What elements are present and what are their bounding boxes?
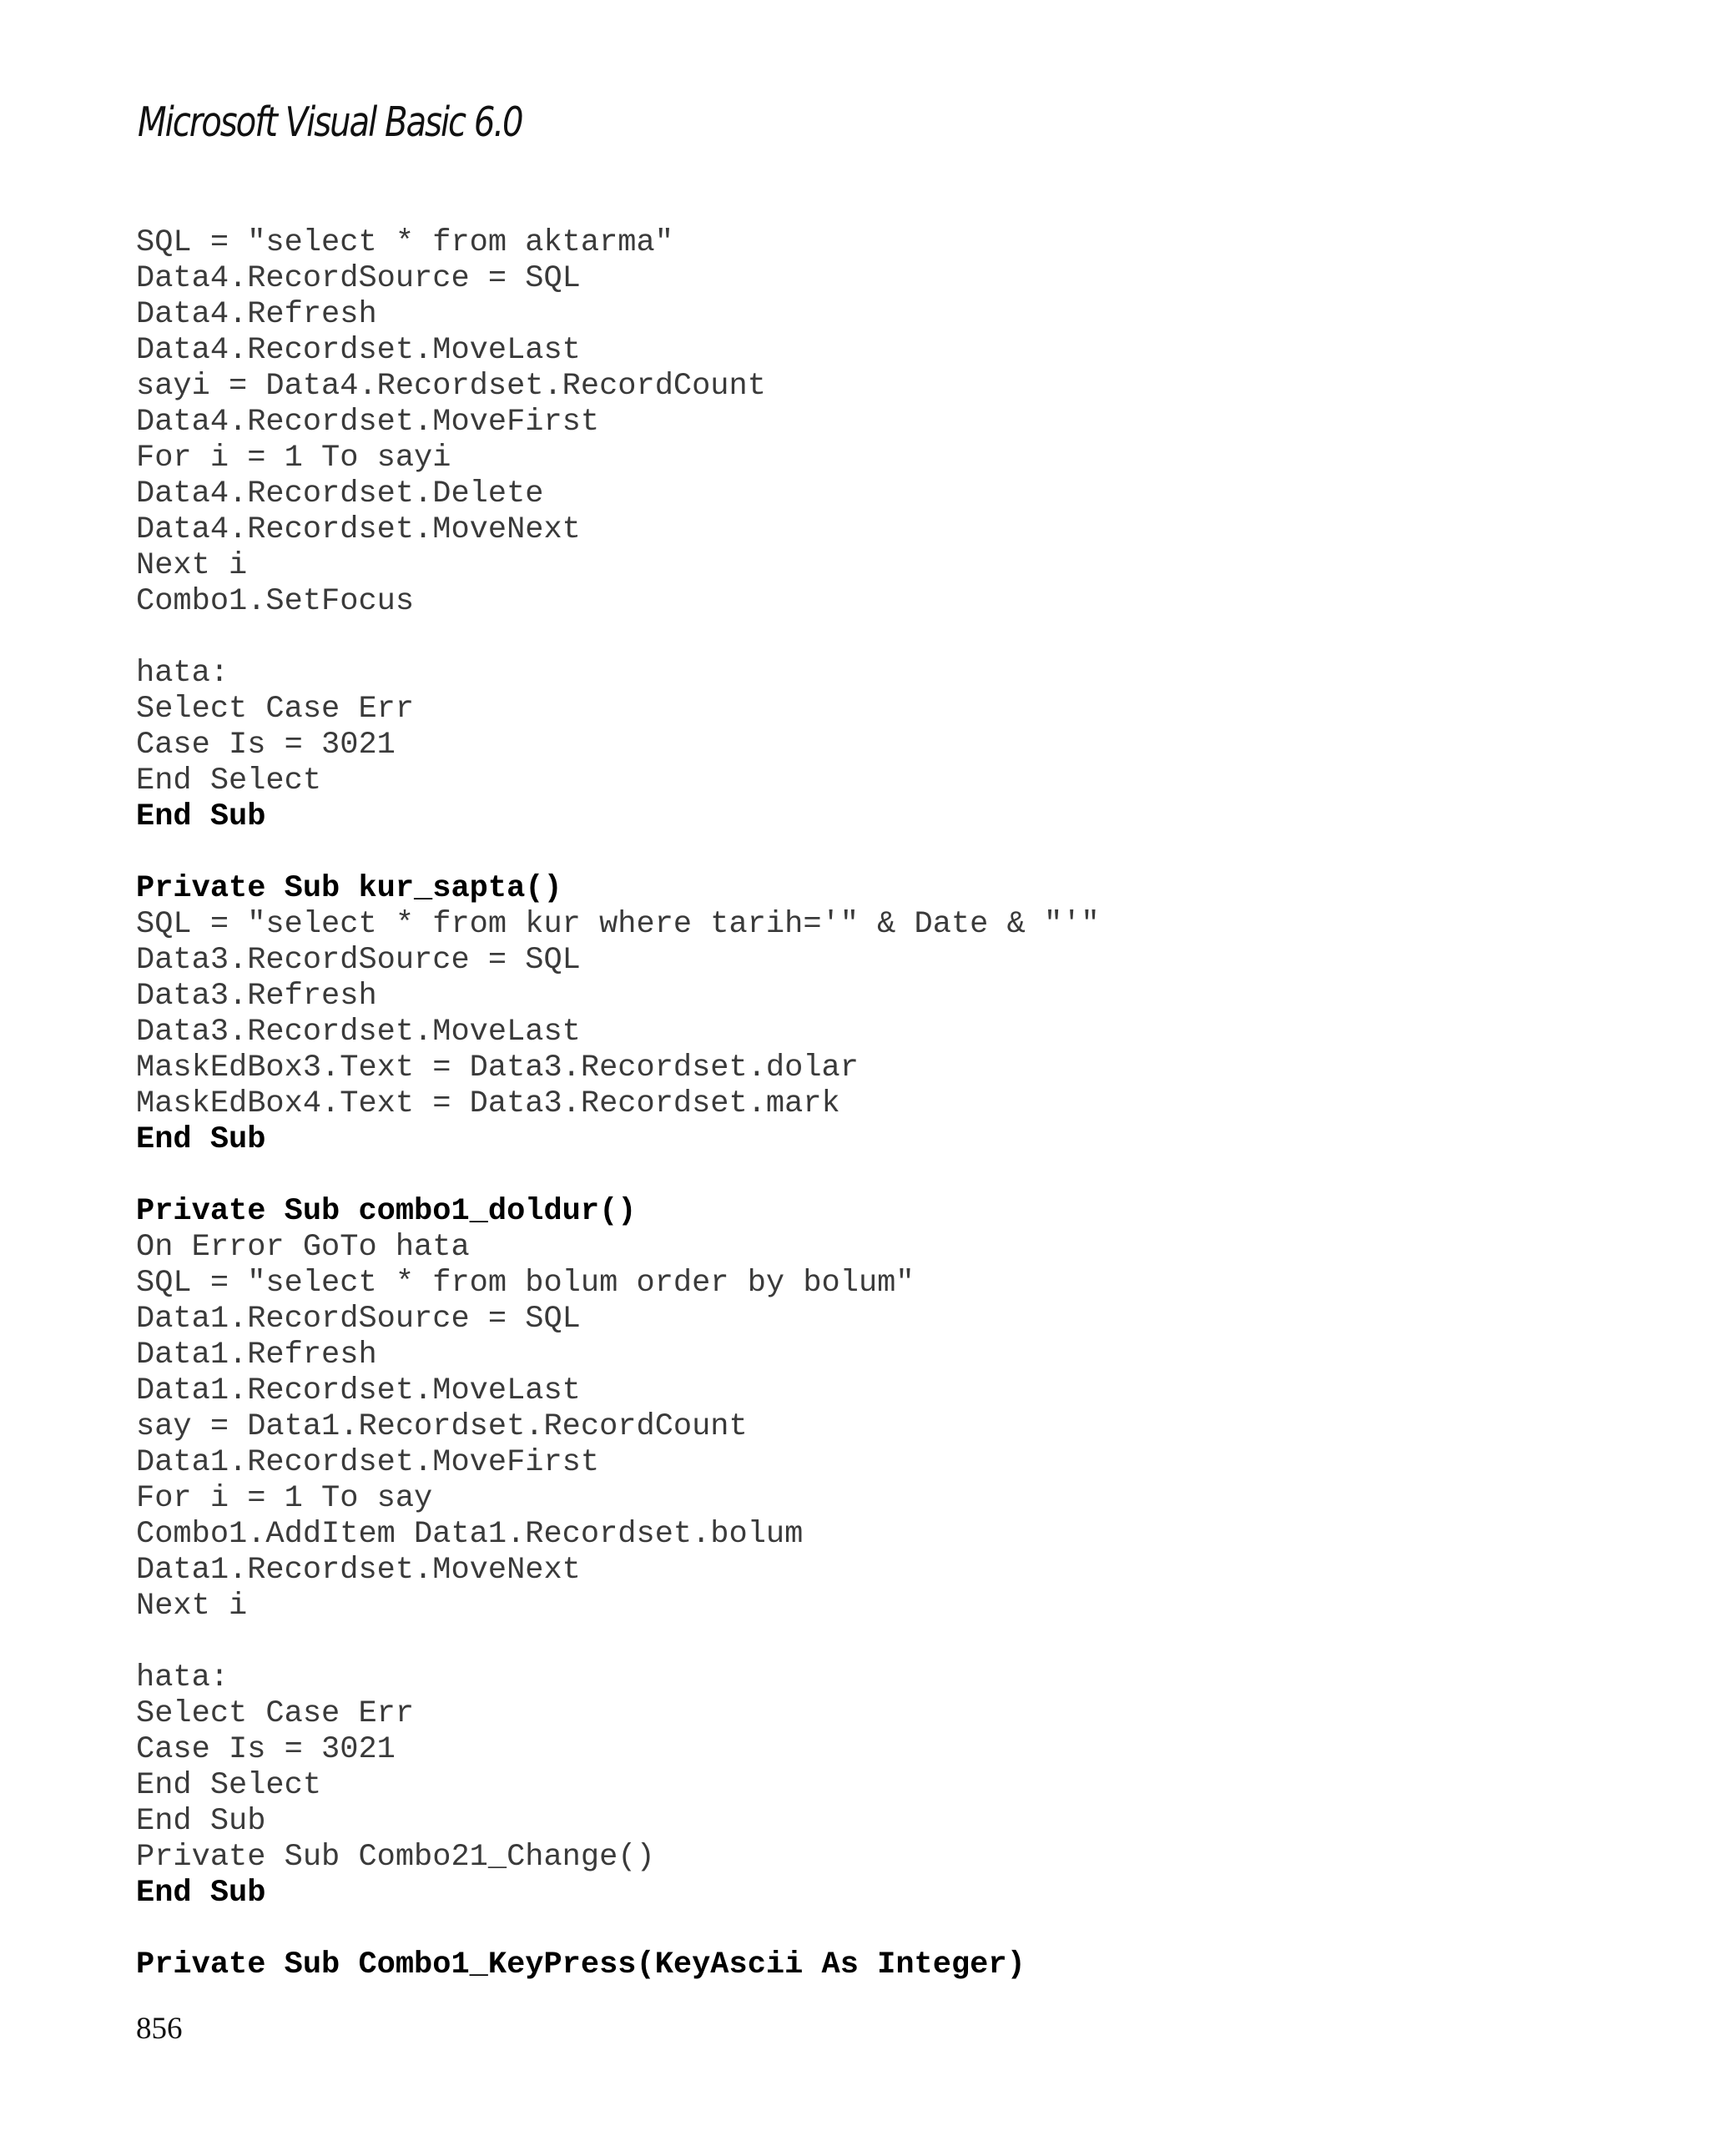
- code-line: End Select: [136, 763, 322, 798]
- code-line: End Sub: [136, 1876, 266, 1911]
- code-blank-line: [136, 1158, 1638, 1194]
- code-line: hata:: [136, 1660, 229, 1695]
- code-line: Private Sub kur_sapta(): [136, 871, 562, 906]
- code-line: Private Sub combo1_doldur(): [136, 1194, 637, 1229]
- code-line: End Sub: [136, 799, 266, 834]
- code-blank-line: [136, 1912, 1638, 1947]
- code-line: Data1.Recordset.MoveLast: [136, 1373, 581, 1408]
- code-line: Next i: [136, 548, 248, 583]
- code-line: Data4.Recordset.MoveFirst: [136, 405, 600, 440]
- code-blank-line: [136, 835, 1638, 871]
- code-line: Case Is = 3021: [136, 1732, 396, 1767]
- code-line: Data4.Recordset.Delete: [136, 476, 544, 511]
- code-line: say = Data1.Recordset.RecordCount: [136, 1409, 748, 1444]
- code-line: Combo1.SetFocus: [136, 584, 415, 619]
- code-line: Data1.Recordset.MoveNext: [136, 1553, 581, 1588]
- code-line: Data3.Refresh: [136, 979, 377, 1014]
- code-line: SQL = "select * from bolum order by bolum": [136, 1266, 915, 1301]
- code-line: Data4.Refresh: [136, 297, 377, 332]
- code-line: Data1.Recordset.MoveFirst: [136, 1445, 600, 1480]
- code-line: Select Case Err: [136, 1696, 415, 1731]
- code-line: End Sub: [136, 1804, 266, 1839]
- code-line: For i = 1 To sayi: [136, 441, 451, 476]
- code-line: Next i: [136, 1589, 248, 1624]
- code-blank-line: [136, 620, 1638, 656]
- code-line: SQL = "select * from kur where tarih='" & Date & "'": [136, 907, 1100, 942]
- code-line: Data3.Recordset.MoveLast: [136, 1015, 581, 1050]
- code-line: hata:: [136, 656, 229, 691]
- code-blank-line: [136, 1625, 1638, 1660]
- code-line: Data1.Refresh: [136, 1337, 377, 1373]
- running-header-title: Microsoft Visual Basic 6.0: [138, 98, 522, 146]
- code-line: Data4.Recordset.MoveLast: [136, 333, 581, 368]
- code-line: End Sub: [136, 1122, 266, 1157]
- code-line: Data4.Recordset.MoveNext: [136, 512, 581, 547]
- code-line: Data4.RecordSource = SQL: [136, 261, 581, 296]
- code-line: Data3.RecordSource = SQL: [136, 943, 581, 978]
- code-line: Combo1.AddItem Data1.Recordset.bolum: [136, 1517, 804, 1552]
- code-line: MaskEdBox4.Text = Data3.Recordset.mark: [136, 1086, 840, 1121]
- code-line: Select Case Err: [136, 692, 415, 727]
- code-line: Private Sub Combo21_Change(): [136, 1840, 655, 1875]
- code-line: Private Sub Combo1_KeyPress(KeyAscii As Integer): [136, 1947, 1026, 1982]
- code-line: Data1.RecordSource = SQL: [136, 1302, 581, 1337]
- code-line: On Error GoTo hata: [136, 1230, 470, 1265]
- code-line: End Select: [136, 1768, 322, 1803]
- code-line: SQL = "select * from aktarma": [136, 225, 673, 260]
- code-line: Case Is = 3021: [136, 728, 396, 763]
- code-listing: [136, 225, 1638, 1983]
- code-line: sayi = Data4.Recordset.RecordCount: [136, 369, 766, 404]
- code-line: For i = 1 To say: [136, 1481, 433, 1516]
- page-number: 856: [136, 2012, 183, 2046]
- code-line: MaskEdBox3.Text = Data3.Recordset.dolar: [136, 1050, 859, 1086]
